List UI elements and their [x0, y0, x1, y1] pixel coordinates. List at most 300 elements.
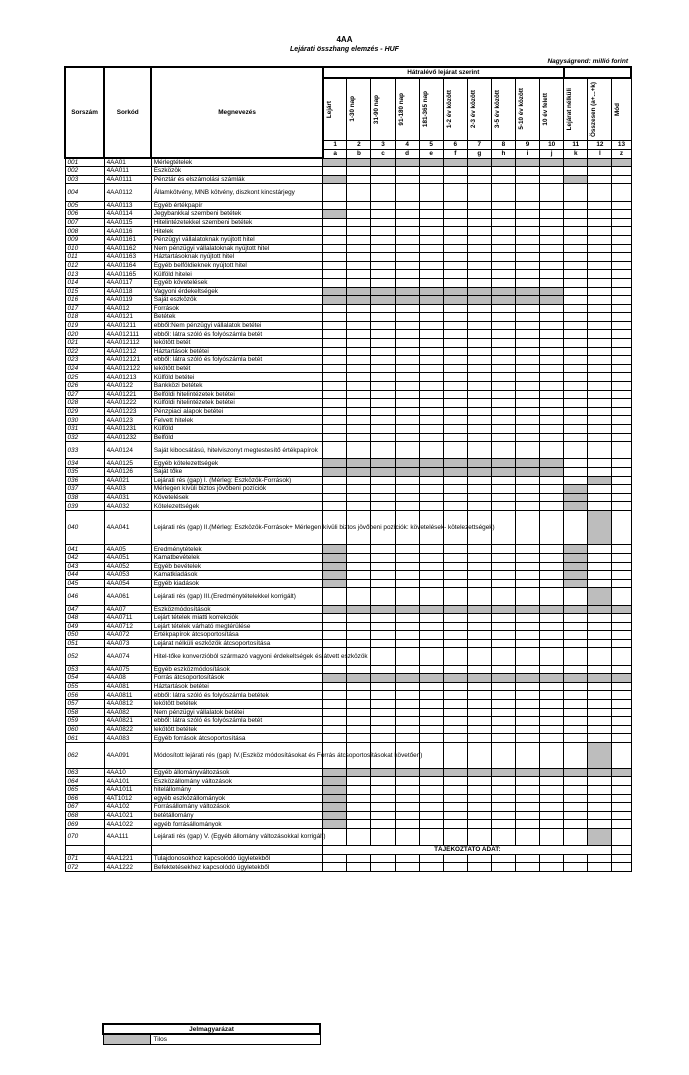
cell-i[interactable] — [515, 416, 539, 425]
cell-l[interactable] — [588, 467, 612, 476]
cell-f[interactable] — [443, 373, 467, 382]
cell-g[interactable] — [467, 811, 491, 820]
cell-z[interactable] — [612, 639, 631, 648]
cell-k[interactable] — [564, 287, 588, 296]
cell-i[interactable] — [515, 442, 539, 459]
cell-k[interactable] — [564, 210, 588, 219]
cell-a[interactable] — [323, 682, 347, 691]
cell-z[interactable] — [612, 467, 631, 476]
cell-h[interactable] — [491, 339, 515, 348]
cell-b[interactable] — [347, 313, 371, 322]
cell-h[interactable] — [491, 270, 515, 279]
cell-b[interactable] — [347, 399, 371, 408]
cell-h[interactable] — [491, 347, 515, 356]
cell-a[interactable] — [323, 390, 347, 399]
cell-h[interactable] — [491, 614, 515, 623]
cell-i[interactable] — [515, 493, 539, 502]
cell-j[interactable] — [540, 562, 564, 571]
cell-j[interactable] — [540, 210, 564, 219]
cell-h[interactable] — [491, 562, 515, 571]
cell-d[interactable] — [395, 399, 419, 408]
cell-d[interactable] — [395, 708, 419, 717]
cell-c[interactable] — [371, 304, 395, 313]
cell-h[interactable] — [491, 313, 515, 322]
cell-l[interactable] — [588, 356, 612, 365]
cell-j[interactable] — [540, 502, 564, 511]
cell-k[interactable] — [564, 691, 588, 700]
cell-b[interactable] — [347, 227, 371, 236]
cell-e[interactable] — [419, 184, 443, 201]
cell-l[interactable] — [588, 382, 612, 391]
cell-b[interactable] — [347, 588, 371, 605]
cell-h[interactable] — [491, 502, 515, 511]
cell-d[interactable] — [395, 339, 419, 348]
cell-j[interactable] — [540, 321, 564, 330]
cell-g[interactable] — [467, 571, 491, 580]
cell-j[interactable] — [540, 743, 564, 769]
cell-d[interactable] — [395, 167, 419, 176]
cell-k[interactable] — [564, 734, 588, 743]
cell-c[interactable] — [371, 648, 395, 665]
cell-i[interactable] — [515, 218, 539, 227]
cell-g[interactable] — [467, 785, 491, 794]
cell-c[interactable] — [371, 708, 395, 717]
cell-g[interactable] — [467, 218, 491, 227]
cell-k[interactable] — [564, 863, 588, 872]
cell-h[interactable] — [491, 725, 515, 734]
cell-z[interactable] — [612, 278, 631, 287]
cell-j[interactable] — [540, 820, 564, 829]
cell-j[interactable] — [540, 648, 564, 665]
cell-e[interactable] — [419, 382, 443, 391]
cell-e[interactable] — [419, 717, 443, 726]
cell-c[interactable] — [371, 631, 395, 640]
cell-i[interactable] — [515, 639, 539, 648]
cell-k[interactable] — [564, 390, 588, 399]
cell-k[interactable] — [564, 253, 588, 262]
cell-g[interactable] — [467, 588, 491, 605]
cell-z[interactable] — [612, 167, 631, 176]
cell-h[interactable] — [491, 382, 515, 391]
cell-g[interactable] — [467, 261, 491, 270]
cell-b[interactable] — [347, 820, 371, 829]
cell-h[interactable] — [491, 717, 515, 726]
cell-i[interactable] — [515, 364, 539, 373]
cell-d[interactable] — [395, 828, 419, 845]
cell-d[interactable] — [395, 347, 419, 356]
cell-d[interactable] — [395, 485, 419, 494]
cell-b[interactable] — [347, 278, 371, 287]
cell-d[interactable] — [395, 382, 419, 391]
cell-l[interactable] — [588, 201, 612, 210]
cell-z[interactable] — [612, 235, 631, 244]
cell-e[interactable] — [419, 648, 443, 665]
cell-k[interactable] — [564, 459, 588, 468]
cell-i[interactable] — [515, 425, 539, 434]
cell-a[interactable] — [323, 433, 347, 442]
cell-e[interactable] — [419, 167, 443, 176]
cell-a[interactable] — [323, 167, 347, 176]
cell-a[interactable] — [323, 622, 347, 631]
cell-e[interactable] — [419, 407, 443, 416]
cell-f[interactable] — [443, 278, 467, 287]
cell-c[interactable] — [371, 175, 395, 184]
cell-k[interactable] — [564, 321, 588, 330]
cell-l[interactable] — [588, 184, 612, 201]
cell-d[interactable] — [395, 201, 419, 210]
cell-f[interactable] — [443, 717, 467, 726]
cell-j[interactable] — [540, 313, 564, 322]
cell-b[interactable] — [347, 622, 371, 631]
cell-i[interactable] — [515, 476, 539, 485]
cell-h[interactable] — [491, 743, 515, 769]
cell-g[interactable] — [467, 356, 491, 365]
cell-l[interactable] — [588, 691, 612, 700]
cell-k[interactable] — [564, 296, 588, 305]
cell-k[interactable] — [564, 682, 588, 691]
cell-i[interactable] — [515, 304, 539, 313]
cell-k[interactable] — [564, 407, 588, 416]
cell-g[interactable] — [467, 820, 491, 829]
cell-h[interactable] — [491, 364, 515, 373]
cell-b[interactable] — [347, 261, 371, 270]
cell-c[interactable] — [371, 330, 395, 339]
cell-a[interactable] — [323, 261, 347, 270]
cell-a[interactable] — [323, 708, 347, 717]
cell-j[interactable] — [540, 253, 564, 262]
cell-l[interactable] — [588, 725, 612, 734]
cell-l[interactable] — [588, 364, 612, 373]
cell-l[interactable] — [588, 390, 612, 399]
cell-i[interactable] — [515, 631, 539, 640]
cell-a[interactable] — [323, 476, 347, 485]
cell-z[interactable] — [612, 545, 631, 554]
cell-e[interactable] — [419, 579, 443, 588]
cell-c[interactable] — [371, 622, 395, 631]
cell-i[interactable] — [515, 820, 539, 829]
cell-e[interactable] — [419, 261, 443, 270]
cell-l[interactable] — [588, 253, 612, 262]
cell-f[interactable] — [443, 356, 467, 365]
cell-g[interactable] — [467, 442, 491, 459]
cell-i[interactable] — [515, 691, 539, 700]
cell-j[interactable] — [540, 244, 564, 253]
cell-k[interactable] — [564, 708, 588, 717]
cell-k[interactable] — [564, 700, 588, 709]
cell-g[interactable] — [467, 210, 491, 219]
cell-h[interactable] — [491, 493, 515, 502]
cell-d[interactable] — [395, 863, 419, 872]
cell-e[interactable] — [419, 235, 443, 244]
cell-h[interactable] — [491, 330, 515, 339]
cell-b[interactable] — [347, 614, 371, 623]
cell-k[interactable] — [564, 356, 588, 365]
cell-k[interactable] — [564, 854, 588, 863]
cell-d[interactable] — [395, 227, 419, 236]
cell-a[interactable] — [323, 854, 347, 863]
cell-j[interactable] — [540, 734, 564, 743]
cell-z[interactable] — [612, 743, 631, 769]
cell-z[interactable] — [612, 364, 631, 373]
cell-e[interactable] — [419, 588, 443, 605]
cell-e[interactable] — [419, 614, 443, 623]
cell-b[interactable] — [347, 175, 371, 184]
cell-i[interactable] — [515, 700, 539, 709]
cell-e[interactable] — [419, 803, 443, 812]
cell-b[interactable] — [347, 184, 371, 201]
cell-f[interactable] — [443, 184, 467, 201]
cell-f[interactable] — [443, 743, 467, 769]
cell-d[interactable] — [395, 820, 419, 829]
cell-g[interactable] — [467, 364, 491, 373]
cell-a[interactable] — [323, 614, 347, 623]
cell-g[interactable] — [467, 493, 491, 502]
cell-b[interactable] — [347, 201, 371, 210]
cell-z[interactable] — [612, 218, 631, 227]
cell-z[interactable] — [612, 803, 631, 812]
cell-b[interactable] — [347, 803, 371, 812]
cell-e[interactable] — [419, 811, 443, 820]
cell-c[interactable] — [371, 803, 395, 812]
cell-a[interactable] — [323, 278, 347, 287]
cell-b[interactable] — [347, 571, 371, 580]
cell-f[interactable] — [443, 803, 467, 812]
cell-e[interactable] — [419, 691, 443, 700]
cell-h[interactable] — [491, 803, 515, 812]
cell-z[interactable] — [612, 253, 631, 262]
cell-f[interactable] — [443, 425, 467, 434]
cell-g[interactable] — [467, 622, 491, 631]
cell-z[interactable] — [612, 863, 631, 872]
cell-z[interactable] — [612, 390, 631, 399]
cell-z[interactable] — [612, 244, 631, 253]
cell-z[interactable] — [612, 794, 631, 803]
cell-l[interactable] — [588, 459, 612, 468]
cell-c[interactable] — [371, 811, 395, 820]
cell-z[interactable] — [612, 682, 631, 691]
cell-z[interactable] — [612, 399, 631, 408]
cell-j[interactable] — [540, 717, 564, 726]
cell-j[interactable] — [540, 227, 564, 236]
cell-e[interactable] — [419, 665, 443, 674]
cell-l[interactable] — [588, 347, 612, 356]
cell-e[interactable] — [419, 270, 443, 279]
cell-g[interactable] — [467, 330, 491, 339]
cell-c[interactable] — [371, 210, 395, 219]
cell-b[interactable] — [347, 167, 371, 176]
cell-g[interactable] — [467, 562, 491, 571]
cell-g[interactable] — [467, 390, 491, 399]
cell-g[interactable] — [467, 682, 491, 691]
cell-d[interactable] — [395, 218, 419, 227]
cell-z[interactable] — [612, 785, 631, 794]
cell-h[interactable] — [491, 820, 515, 829]
cell-g[interactable] — [467, 691, 491, 700]
cell-c[interactable] — [371, 777, 395, 786]
cell-c[interactable] — [371, 820, 395, 829]
cell-l[interactable] — [588, 785, 612, 794]
cell-d[interactable] — [395, 811, 419, 820]
cell-i[interactable] — [515, 313, 539, 322]
cell-d[interactable] — [395, 425, 419, 434]
cell-z[interactable] — [612, 373, 631, 382]
cell-k[interactable] — [564, 347, 588, 356]
cell-l[interactable] — [588, 227, 612, 236]
cell-e[interactable] — [419, 304, 443, 313]
cell-f[interactable] — [443, 691, 467, 700]
cell-i[interactable] — [515, 743, 539, 769]
cell-f[interactable] — [443, 785, 467, 794]
cell-b[interactable] — [347, 373, 371, 382]
cell-a[interactable] — [323, 485, 347, 494]
cell-b[interactable] — [347, 330, 371, 339]
cell-e[interactable] — [419, 210, 443, 219]
cell-i[interactable] — [515, 321, 539, 330]
cell-f[interactable] — [443, 442, 467, 459]
cell-b[interactable] — [347, 665, 371, 674]
cell-c[interactable] — [371, 614, 395, 623]
cell-l[interactable] — [588, 287, 612, 296]
cell-b[interactable] — [347, 235, 371, 244]
cell-z[interactable] — [612, 820, 631, 829]
cell-a[interactable] — [323, 201, 347, 210]
cell-c[interactable] — [371, 399, 395, 408]
cell-e[interactable] — [419, 253, 443, 262]
cell-l[interactable] — [588, 218, 612, 227]
cell-k[interactable] — [564, 442, 588, 459]
cell-f[interactable] — [443, 321, 467, 330]
cell-f[interactable] — [443, 811, 467, 820]
cell-k[interactable] — [564, 244, 588, 253]
cell-f[interactable] — [443, 777, 467, 786]
cell-l[interactable] — [588, 794, 612, 803]
cell-i[interactable] — [515, 339, 539, 348]
cell-h[interactable] — [491, 785, 515, 794]
cell-d[interactable] — [395, 794, 419, 803]
cell-h[interactable] — [491, 571, 515, 580]
cell-d[interactable] — [395, 682, 419, 691]
cell-d[interactable] — [395, 545, 419, 554]
cell-l[interactable] — [588, 803, 612, 812]
cell-g[interactable] — [467, 502, 491, 511]
cell-l[interactable] — [588, 579, 612, 588]
cell-c[interactable] — [371, 416, 395, 425]
cell-i[interactable] — [515, 356, 539, 365]
cell-g[interactable] — [467, 425, 491, 434]
cell-c[interactable] — [371, 553, 395, 562]
cell-a[interactable] — [323, 639, 347, 648]
cell-i[interactable] — [515, 717, 539, 726]
cell-i[interactable] — [515, 407, 539, 416]
cell-j[interactable] — [540, 347, 564, 356]
cell-d[interactable] — [395, 313, 419, 322]
cell-z[interactable] — [612, 493, 631, 502]
cell-g[interactable] — [467, 175, 491, 184]
cell-i[interactable] — [515, 175, 539, 184]
cell-h[interactable] — [491, 476, 515, 485]
cell-h[interactable] — [491, 811, 515, 820]
cell-h[interactable] — [491, 390, 515, 399]
cell-i[interactable] — [515, 794, 539, 803]
cell-z[interactable] — [612, 562, 631, 571]
cell-j[interactable] — [540, 811, 564, 820]
cell-h[interactable] — [491, 201, 515, 210]
cell-a[interactable] — [323, 382, 347, 391]
cell-a[interactable] — [323, 364, 347, 373]
cell-j[interactable] — [540, 553, 564, 562]
cell-h[interactable] — [491, 863, 515, 872]
cell-g[interactable] — [467, 347, 491, 356]
cell-b[interactable] — [347, 390, 371, 399]
cell-h[interactable] — [491, 828, 515, 845]
cell-h[interactable] — [491, 708, 515, 717]
cell-b[interactable] — [347, 339, 371, 348]
cell-l[interactable] — [588, 708, 612, 717]
cell-l[interactable] — [588, 270, 612, 279]
cell-b[interactable] — [347, 828, 371, 845]
cell-d[interactable] — [395, 442, 419, 459]
cell-e[interactable] — [419, 743, 443, 769]
cell-j[interactable] — [540, 261, 564, 270]
cell-h[interactable] — [491, 167, 515, 176]
cell-b[interactable] — [347, 811, 371, 820]
cell-b[interactable] — [347, 218, 371, 227]
cell-k[interactable] — [564, 622, 588, 631]
cell-z[interactable] — [612, 777, 631, 786]
cell-b[interactable] — [347, 725, 371, 734]
cell-j[interactable] — [540, 330, 564, 339]
cell-z[interactable] — [612, 296, 631, 305]
cell-j[interactable] — [540, 278, 564, 287]
cell-i[interactable] — [515, 210, 539, 219]
cell-l[interactable] — [588, 854, 612, 863]
cell-i[interactable] — [515, 725, 539, 734]
cell-b[interactable] — [347, 270, 371, 279]
cell-e[interactable] — [419, 227, 443, 236]
cell-c[interactable] — [371, 717, 395, 726]
cell-g[interactable] — [467, 553, 491, 562]
cell-c[interactable] — [371, 244, 395, 253]
cell-z[interactable] — [612, 631, 631, 640]
cell-d[interactable] — [395, 270, 419, 279]
cell-g[interactable] — [467, 777, 491, 786]
cell-i[interactable] — [515, 261, 539, 270]
cell-d[interactable] — [395, 407, 419, 416]
cell-f[interactable] — [443, 167, 467, 176]
cell-l[interactable] — [588, 175, 612, 184]
cell-g[interactable] — [467, 201, 491, 210]
cell-i[interactable] — [515, 553, 539, 562]
cell-z[interactable] — [612, 425, 631, 434]
cell-a[interactable] — [323, 407, 347, 416]
cell-c[interactable] — [371, 691, 395, 700]
cell-l[interactable] — [588, 665, 612, 674]
cell-g[interactable] — [467, 184, 491, 201]
cell-z[interactable] — [612, 201, 631, 210]
cell-e[interactable] — [419, 639, 443, 648]
cell-z[interactable] — [612, 227, 631, 236]
cell-j[interactable] — [540, 339, 564, 348]
cell-i[interactable] — [515, 682, 539, 691]
cell-f[interactable] — [443, 330, 467, 339]
cell-z[interactable] — [612, 648, 631, 665]
cell-z[interactable] — [612, 691, 631, 700]
cell-c[interactable] — [371, 382, 395, 391]
cell-c[interactable] — [371, 235, 395, 244]
cell-d[interactable] — [395, 588, 419, 605]
cell-l[interactable] — [588, 717, 612, 726]
cell-j[interactable] — [540, 545, 564, 554]
